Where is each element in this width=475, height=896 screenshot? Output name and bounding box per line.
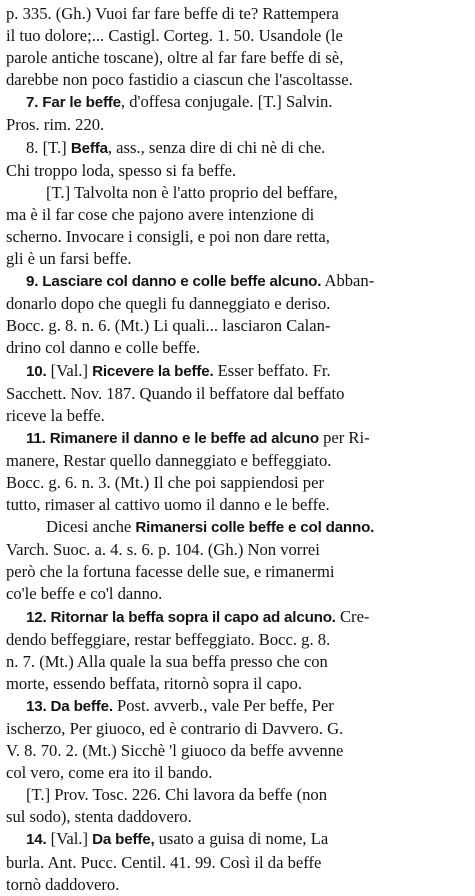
text-line: 9. Lasciare col danno e colle beffe alcuno. Abban-: [26, 271, 375, 291]
headword: 11. Rimanere il danno e le beffe ad alcuno: [26, 429, 319, 447]
text-line: V. 8. 70. 2. (Mt.) Sicchè 'l giuoco da beffe avvenne: [6, 741, 344, 761]
text-line: sul sodo), stenta daddovero.: [6, 807, 192, 827]
text-line: manere, Restar quello danneggiato e beffeggiato.: [6, 450, 332, 470]
text-line: 11. Rimanere il danno e le beffe ad alcuno per Ri-: [26, 427, 370, 447]
headword: 12. Ritornar la beffa sopra il capo ad alcuno.: [26, 608, 336, 626]
text-line: p. 335. (Gh.) Vuoi far fare beffe di te? Rattempera: [6, 4, 339, 23]
text-line: n. 7. (Mt.) Alla quale la sua beffa presso che con: [6, 651, 328, 671]
text-line: 10. [Val.] Ricevere la beffe. Esser beffato. Fr.: [26, 360, 331, 380]
text-line: drino col danno e colle beffe.: [6, 338, 201, 358]
headword: Da beffe,: [92, 831, 155, 849]
headword: 9. Lasciare col danno e colle beffe alcuno.: [26, 273, 322, 291]
text-line: darebbe non poco fastidio a ciascun che l'ascoltasse.: [6, 70, 353, 90]
text-line: dendo beffeggiare, restar beffeggiato. Bocc. g. 8.: [6, 629, 331, 649]
text-line: 13. Da beffe. Post. avverb., vale Per beffe, Per: [26, 695, 334, 715]
headword: 7. Far le beffe: [26, 94, 121, 112]
text-line: scherno. Invocare i consigli, e poi non dare retta,: [6, 226, 330, 246]
text-line: 14. [Val.] Da beffe, usato a guisa di nome, La: [26, 829, 329, 849]
headword: Rimanersi colle beffe e col danno.: [135, 519, 375, 537]
text-line: Bocc. g. 6. n. 3. (Mt.) Il che poi sappiendosi per: [6, 472, 324, 492]
text-line: morte, essendo beffata, ritornò sopra il capo.: [6, 673, 302, 693]
headword: 13. Da beffe.: [26, 697, 113, 715]
text-line: parole antiche toscane), oltre al far fare beffe di sè,: [6, 48, 344, 68]
text-line: Chi troppo loda, spesso si fa beffe.: [6, 160, 237, 180]
headword: 10.: [26, 362, 47, 380]
text-line: ma è il far cose che pajono avere intenzione di: [6, 204, 315, 224]
text-line: gli è un farsi beffe.: [6, 249, 132, 269]
text-line: tutto, rimaser al cattivo uomo il danno e le beffe.: [6, 495, 330, 515]
headword: Beffa: [70, 139, 108, 157]
headword: Ricevere la beffe.: [92, 362, 214, 380]
text-line: [T.] Prov. Tosc. 226. Chi lavora da beffe (non: [26, 785, 327, 805]
text-line: tornò daddovero.: [6, 874, 120, 894]
text-line: Varch. Suoc. a. 4. s. 6. p. 104. (Gh.) Non vorrei: [6, 540, 320, 560]
text-line: donarlo dopo che quegli fu danneggiato e deriso.: [6, 294, 331, 314]
text-line: il tuo dolore;... Castigl. Corteg. 1. 50. Usandole (le: [6, 26, 343, 46]
headword: 14.: [26, 831, 47, 849]
text-line: ischerzo, Per giuoco, ed è contrario di Davvero. G.: [6, 719, 344, 738]
text-line: 7. Far le beffe, d'offesa conjugale. [T.] Salvin.: [26, 92, 333, 112]
text-line: riceve la beffe.: [6, 405, 105, 425]
text-line: burla. Ant. Pucc. Centil. 41. 99. Così il da beffe: [6, 852, 322, 872]
text-line: 12. Ritornar la beffa sopra il capo ad alcuno. Cre-: [26, 606, 370, 626]
text-line: co'le beffe e co'l danno.: [6, 584, 163, 604]
text-line: Bocc. g. 8. n. 6. (Mt.) Li quali... lasciaron Calan-: [6, 316, 331, 336]
text-line: col vero, come era ito il bando.: [6, 763, 213, 783]
text-line: però che la fortuna facesse delle sue, e rimanermi: [6, 562, 335, 582]
text-line: Pros. rim. 220.: [6, 115, 105, 135]
text-line: Sacchett. Nov. 187. Quando il beffatore dal beffato: [6, 383, 345, 403]
text-line: Dicesi anche Rimanersi colle beffe e col danno.: [46, 517, 375, 537]
text-line: 8. [T.] Beffa, ass., senza dire di chi nè di che.: [26, 137, 326, 157]
text-line: [T.] Talvolta non è l'atto proprio del beffare,: [46, 182, 338, 202]
